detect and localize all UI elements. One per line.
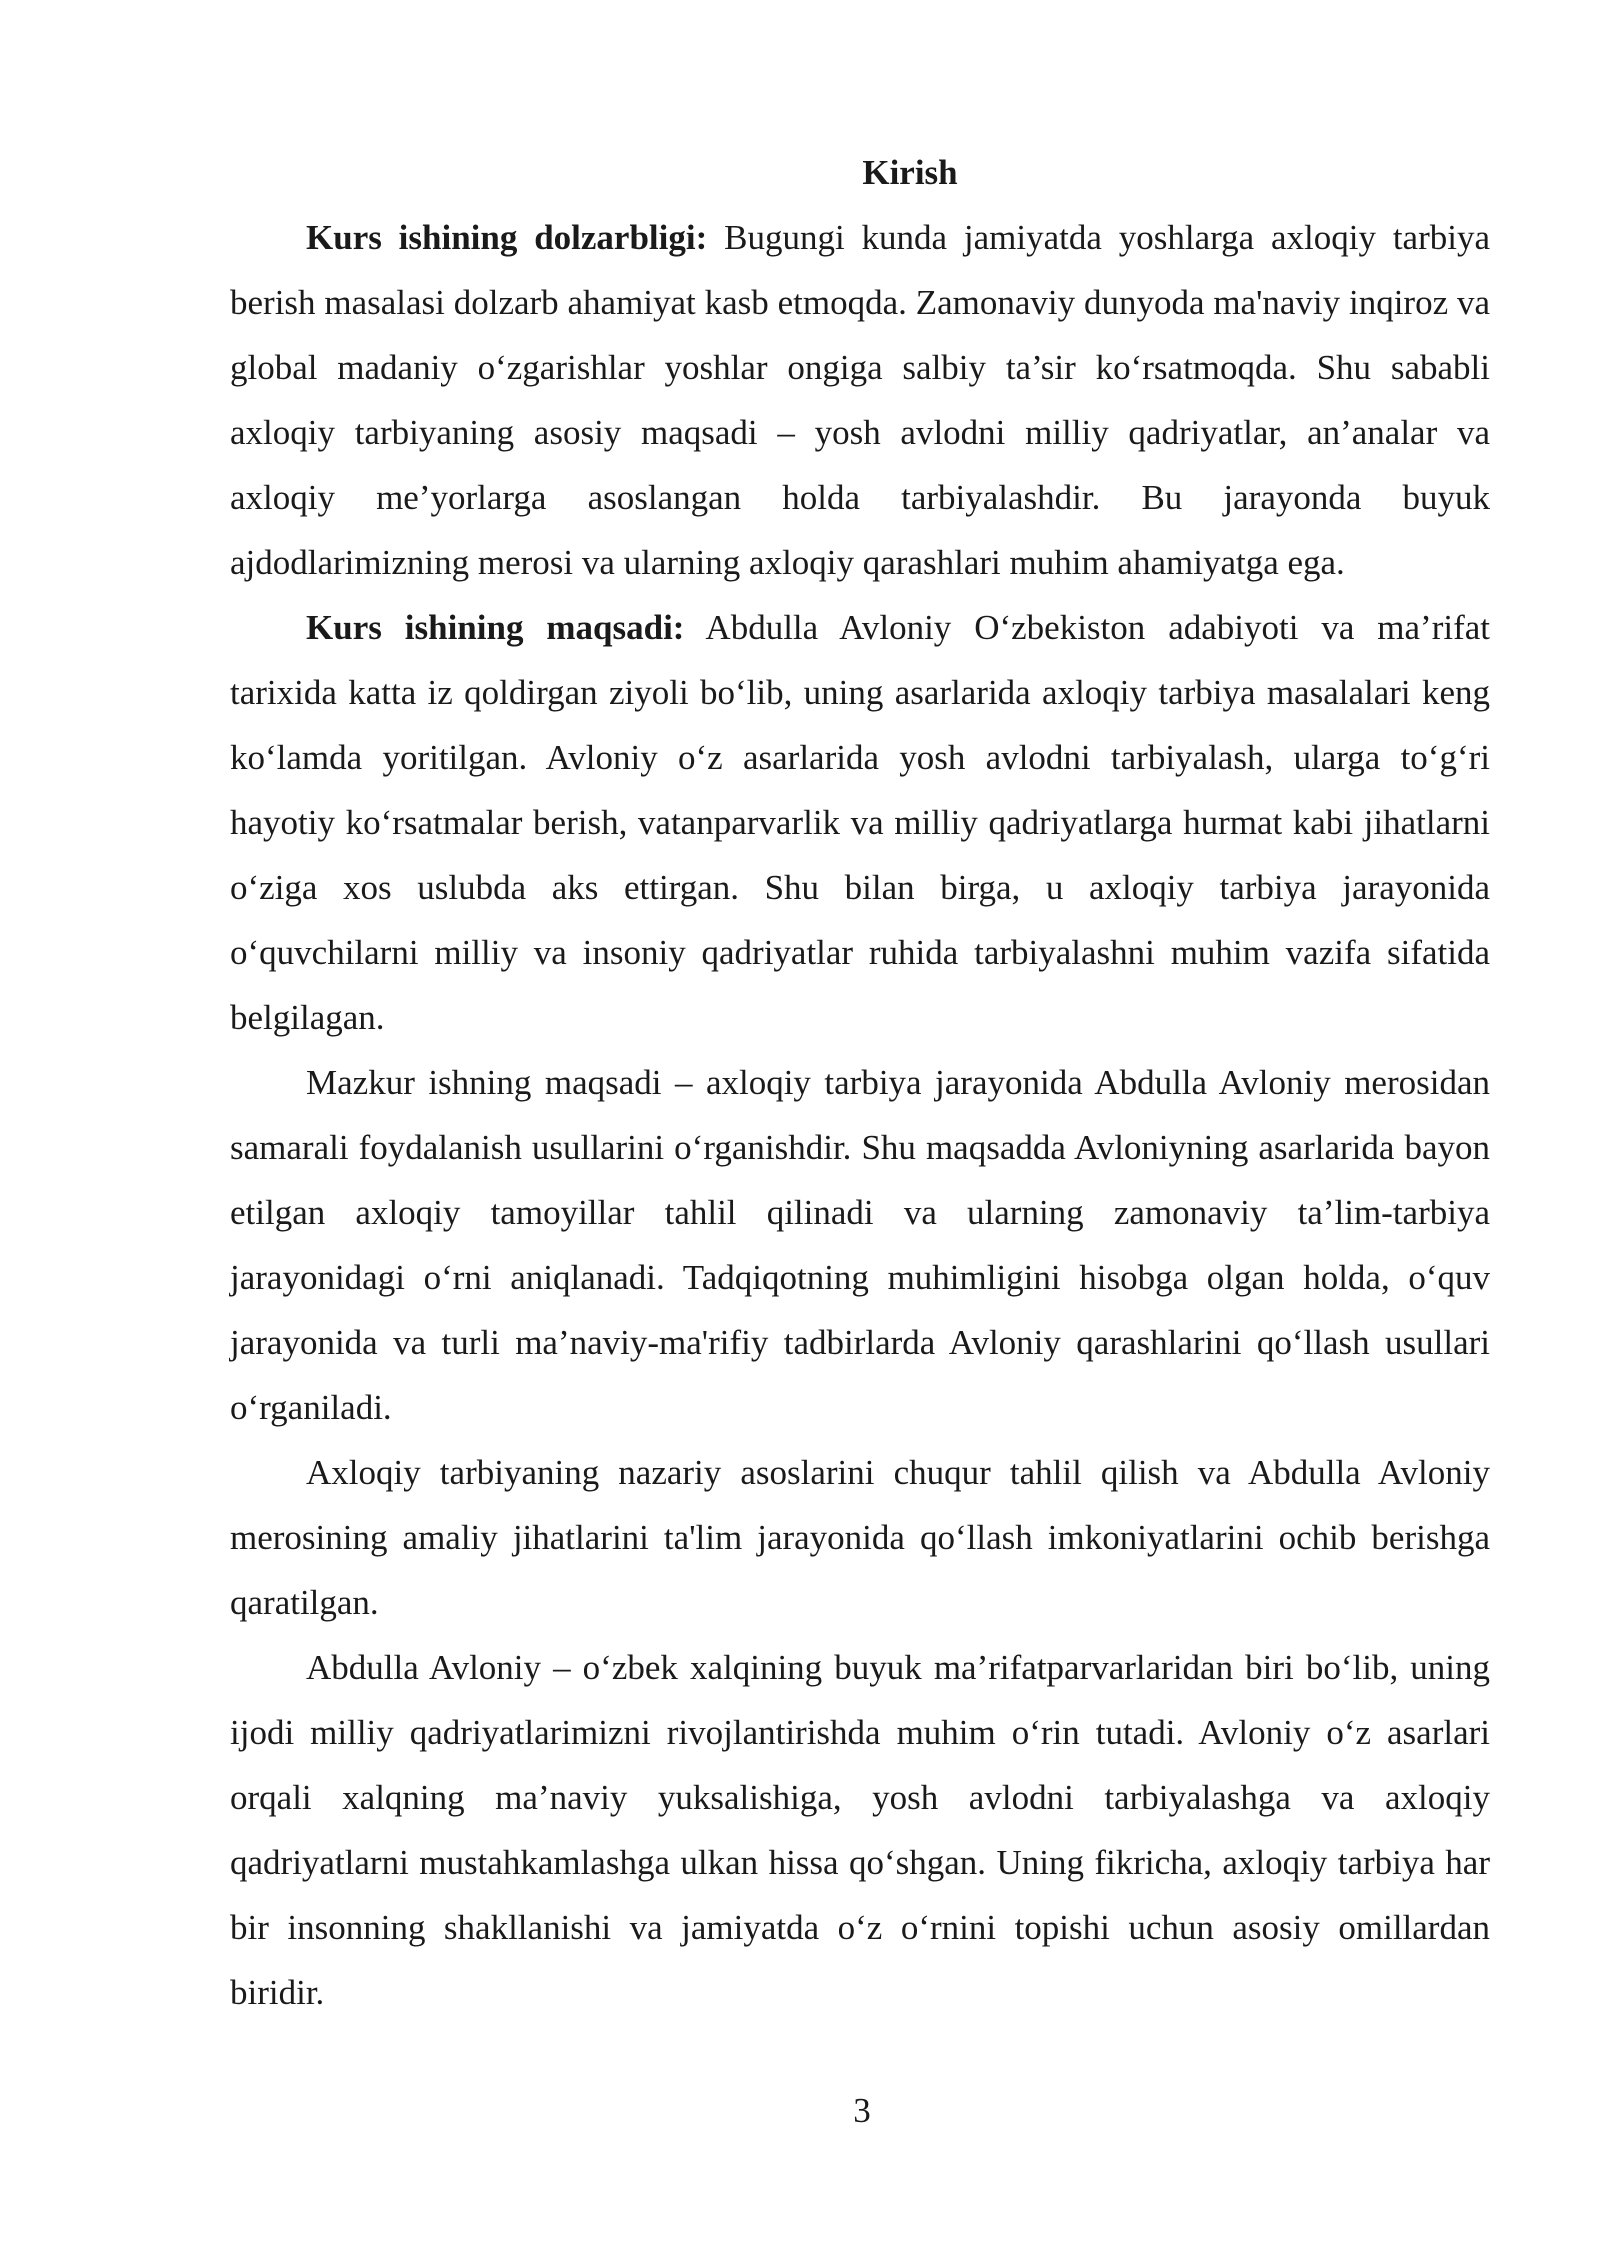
paragraph-text: Abdulla Avloniy – o‘zbek xalqining buyuk ma’rifatparvarlaridan biri bo‘lib, uning ijodi milliy qadriyatlarimizni rivojlantirishda muhim o‘rin tutadi. Avloniy o‘z asarlari orqali xalqning ma’naviy yuksalishiga, yosh avlodni tarbiyalashga va axloqiy qadriyatlarni mustahkamlashga ulkan hissa qo‘shgan. Uning fikricha, axloqiy tarbiya har bir insonning shakllanishi va jamiyatda o‘z o‘rnini topishi uchun asosiy omillardan biridir. xyxy=(230,1648,1490,2012)
page-content xyxy=(230,140,1490,2025)
paragraph-relevance xyxy=(230,205,1490,595)
paragraph-text: Mazkur ishning maqsadi – axloqiy tarbiya jarayonida Abdulla Avloniy merosidan samarali foydalanish usullarini o‘rganishdir. Shu maqsadda Avloniyning asarlarida bayon etilgan axloqiy tamoyillar tahlil qilinadi va ularning zamonaviy ta’lim-tarbiya jarayonidagi o‘rni aniqlanadi. Tadqiqotning muhimligini hisobga olgan holda, o‘quv jarayonida va turli ma’naviy-ma'rifiy tadbirlarda Avloniy qarashlarini qo‘llash usullari o‘rganiladi. xyxy=(230,1063,1490,1427)
paragraph-goal xyxy=(230,595,1490,1050)
paragraph-lead: Kurs ishining maqsadi: xyxy=(306,608,685,647)
paragraph-text: Bugungi kunda jamiyatda yoshlarga axloqiy tarbiya berish masalasi dolzarb ahamiyat kasb etmoqda. Zamonaviy dunyoda ma'naviy inqiroz va global madaniy o‘zgarishlar yoshlar ongiga salbiy ta’sir ko‘rsatmoqda. Shu sababli axloqiy tarbiyaning asosiy maqsadi – yosh avlodni milliy qadriyatlar, an’analar va axloqiy me’yorlarga asoslangan holda tarbiyalashdir. Bu jarayonda buyuk ajdodlarimizning merosi va ularning axloqiy qarashlari muhim ahamiyatga ega. xyxy=(230,218,1490,582)
paragraph-purpose xyxy=(230,1050,1490,1440)
paragraph-avloniy xyxy=(230,1635,1490,2025)
page-number: 3 xyxy=(853,2091,871,2130)
paragraph-text: Axloqiy tarbiyaning nazariy asoslarini chuqur tahlil qilish va Abdulla Avloniy merosining amaliy jihatlarini ta'lim jarayonida qo‘llash imkoniyatlarini ochib berishga qaratilgan. xyxy=(230,1453,1490,1622)
paragraph-text: Abdulla Avloniy O‘zbekiston adabiyoti va ma’rifat tarixida katta iz qoldirgan ziyoli bo‘lib, uning asarlarida axloqiy tarbiya masalalari keng ko‘lamda yoritilgan. Avloniy o‘z asarlarida yosh avlodni tarbiyalash, ularga to‘g‘ri hayotiy ko‘rsatmalar berish, vatanparvarlik va milliy qadriyatlarga hurmat kabi jihatlarni o‘ziga xos uslubda aks ettirgan. Shu bilan birga, u axloqiy tarbiya jarayonida o‘quvchilarni milliy va insoniy qadriyatlar ruhida tarbiyalashni muhim vazifa sifatida belgilagan. xyxy=(230,608,1491,1037)
paragraph-theory xyxy=(230,1440,1490,1635)
section-heading: Kirish xyxy=(862,153,958,192)
paragraph-lead: Kurs ishining dolzarbligi: xyxy=(306,218,708,257)
